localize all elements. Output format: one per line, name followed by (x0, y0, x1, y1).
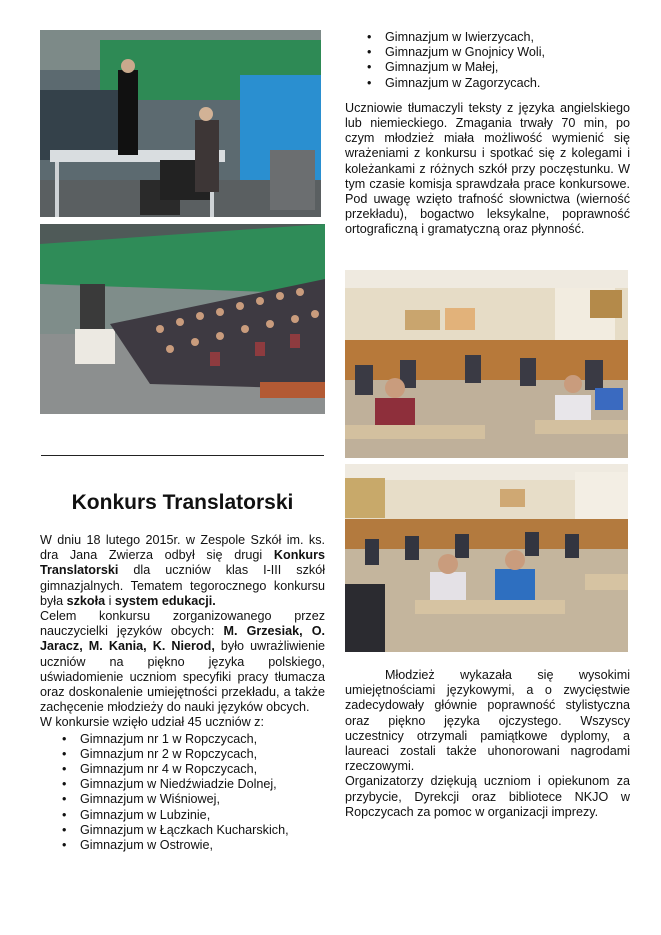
photo-stage-speakers (40, 30, 321, 217)
list-item: • Gimnazjum nr 1 w Ropczycach, (58, 732, 325, 747)
article-title: Konkurs Translatorski (71, 491, 294, 514)
list-item: • Gimnazjum w Niedźwiadzie Dolnej, (58, 777, 325, 792)
right-column-top (345, 30, 630, 238)
list-item: • Gimnazjum w Wiśniowej, (58, 792, 325, 807)
left-column-text (40, 533, 325, 853)
list-item: • Gimnazjum w Małej, (363, 60, 630, 75)
photo-classroom-1 (345, 270, 628, 458)
intro-paragraph: W dniu 18 lutego 2015r. w Zespole Szkół im. ks. dra Jana Zwierza odbył się drugi Konkurs Translatorski dla uczniów klas I-III szkół gimnazjalnych. Tematem tegorocznego konkursu była szkoła i system edukacji. (40, 533, 325, 608)
photo-audience-bleachers (40, 224, 325, 414)
right-column-bottom (345, 668, 630, 820)
list-item: • Gimnazjum nr 4 w Ropczycach, (58, 762, 325, 777)
contest-description: Uczniowie tłumaczyli teksty z języka angielskiego lub niemieckiego. Zmagania trwały 70 min, po czym młodzież miała możliwość wymienić się wrażeniami z konkursu i spotkać się z kolegami i koleżankami z różnych szkół przy poczęstunku. W tym czasie komisja sprawdzała prace konkursowe. Pod uwagę wzięto trafność słownictwa (wierność przekładu), bogactwo leksykalne, poprawność ortograficzną i gramatyczną oraz płynność. (345, 100, 630, 237)
section-divider (41, 455, 324, 456)
list-item: • Gimnazjum w Łączkach Kucharskich, (58, 823, 325, 838)
photo-classroom-2 (345, 464, 628, 652)
school-list-right (363, 30, 630, 91)
school-list-left (58, 732, 325, 854)
participants-intro: W konkursie wzięło udział 45 uczniów z: (40, 715, 264, 730)
list-item: • Gimnazjum w Zagorzycach. (363, 76, 630, 91)
results-paragraph: Młodzież wykazała się wysokimi umiejętnościami językowymi, a o zwycięstwie zadecydowały głównie poprawność stylistyczna oraz piękno języka ojczystego. Wszyscy uczestnicy otrzymali pamiątkowe dyplomy, a laureaci zostali także uhonorowani nagrodami rzeczowymi. (345, 668, 630, 774)
list-item: • Gimnazjum w Ostrowie, (58, 838, 325, 853)
list-item: • Gimnazjum w Lubzinie, (58, 808, 325, 823)
list-item: • Gimnazjum w Iwierzycach, (363, 30, 630, 45)
goal-paragraph: Celem konkursu zorganizowanego przez nauczycielki języków obcych: M. Grzesiak, O. Jaracz, M. Kania, K. Nierod, było uwrażliwienie uczniów na piękno języka polskiego, uświadomienie uczniom specyfiki pracy tłumacza oraz doskonalenie umiejętności przekładu, a także zachęcenie młodzieży do nauki języków obcych. (40, 609, 325, 715)
thanks-paragraph: Organizatorzy dziękują uczniom i opiekunom za przybycie, Dyrekcji oraz bibliotece NKJO w Ropczycach za pomoc w organizacji imprezy. (345, 774, 630, 819)
list-item: • Gimnazjum nr 2 w Ropczycach, (58, 747, 325, 762)
list-item: • Gimnazjum w Gnojnicy Woli, (363, 45, 630, 60)
